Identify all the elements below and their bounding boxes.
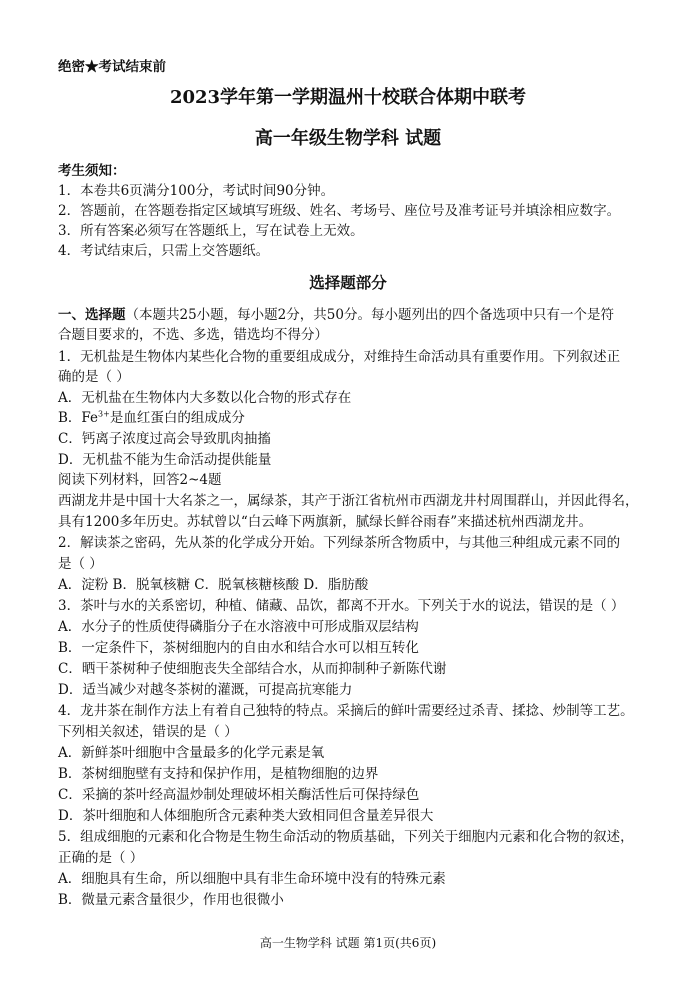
q5-stem-cont: 正确的是（ ） [58,850,144,866]
q4-option-a: A．新鲜茶叶细胞中含量最多的化学元素是氧 [58,745,325,761]
part-desc: （本题共25小题，每小题2分，共50分。每小题列出的四个备选项中只有一个是符 [125,307,614,323]
part-desc-cont: 合题目要求的，不选、多选，错选均不得分） [58,327,328,343]
part-instructions [58,306,662,324]
q1-stem-cont: 确的是（ ） [58,369,130,385]
q5-stem: 5．组成细胞的元素和化合物是生物生命活动的物质基础，下列关于细胞内元素和化合物的叙述， [58,829,634,845]
q4-option-c: C．采摘的茶叶经高温炒制处理破坏相关酶活性后可保持绿色 [58,787,420,803]
notice-heading: 考生须知： [58,163,126,179]
notice-item: 3．所有答案必须写在答题纸上，写在试卷上无效。 [58,223,364,239]
notice-item: 4．考试结束后，只需上交答题纸。 [58,243,270,259]
page-footer: 高一生物学科 试题 第1页(共6页) [259,936,437,950]
q1-option-b-post: 是血红蛋白的组成成分 [109,410,245,426]
q5-option-b: B．微量元素含量很少，作用也很微小 [58,892,284,908]
material-line: 具有1200多年历史。苏轼曾以“白云峰下两旗新，腻绿长鲜谷雨春”来描述杭州西湖龙井。 [58,514,593,530]
q3-option-a: A．水分子的性质使得磷脂分子在水溶液中可形成脂双层结构 [58,619,419,635]
q1-option-b-pre: B．Fe [58,410,99,426]
q3-option-d: D．适当减少对越冬茶树的灌溉，可提高抗寒能力 [58,682,353,698]
q1-stem: 1．无机盐是生物体内某些化合物的重要组成成分，对维持生命活动具有重要作用。下列叙述正 [58,349,621,365]
exam-subtitle: 高一年级生物学科 试题 [254,128,442,149]
q4-stem-cont: 下列相关叙述，错误的是（ ） [58,724,238,740]
notice-item: 2．答题前，在答题卷指定区域填写班级、姓名、考场号、座位号及准考证号并填涂相应数字。 [58,203,621,219]
q4-option-d: D．茶叶细胞和人体细胞所含元素种类大致相同但含量差异很大 [58,808,434,824]
q3-stem: 3．茶叶与水的关系密切，种植、储藏、品饮，都离不开水。下列关于水的说法，错误的是（ ） [58,598,625,614]
confidential-label: 绝密★考试结束前 [58,59,166,75]
q4-option-b: B．茶树细胞壁有支持和保护作用，是植物细胞的边界 [58,766,379,782]
q1-option-b [58,409,662,427]
q3-option-b: B．一定条件下，茶树细胞内的自由水和结合水可以相互转化 [58,640,419,656]
q5-option-a: A．细胞具有生命，所以细胞中具有非生命环境中没有的特殊元素 [58,871,446,887]
q1-option-a: A．无机盐在生物体内大多数以化合物的形式存在 [58,390,352,406]
material-intro: 阅读下列材料，回答2~4题 [58,472,222,488]
exam-title: 2023学年第一学期温州十校联合体期中联考 [169,87,527,108]
material-line: 西湖龙井是中国十大名茶之一，属绿茶，其产于浙江省杭州市西湖龙井村周围群山，并因此得名， [58,493,639,509]
part-label: 一、选择题 [58,307,126,323]
section-title: 选择题部分 [309,273,387,292]
q4-stem: 4．龙井茶在制作方法上有着自己独特的特点。采摘后的鲜叶需要经过杀青、揉捻、炒制等工艺。 [58,703,634,719]
q1-option-d: D．无机盐不能为生命活动提供能量 [58,452,272,468]
q2-stem-cont: 是（ ） [58,556,103,572]
notice-item: 1．本卷共6页满分100分，考试时间90分钟。 [58,183,335,199]
q1-option-c: C．钙离子浓度过高会导致肌肉抽搐 [58,431,271,447]
q2-stem: 2．解读茶之密码，先从茶的化学成分开始。下列绿茶所含物质中，与其他三种组成元素不同的 [58,535,621,551]
q2-options: A．淀粉 B．脱氧核糖 C．脱氧核糖核酸 D．脂肪酸 [58,577,369,593]
q3-option-c: C．晒干茶树种子使细胞丧失全部结合水，从而抑制种子新陈代谢 [58,661,447,677]
q1-option-b-sup: 3+ [98,409,110,419]
